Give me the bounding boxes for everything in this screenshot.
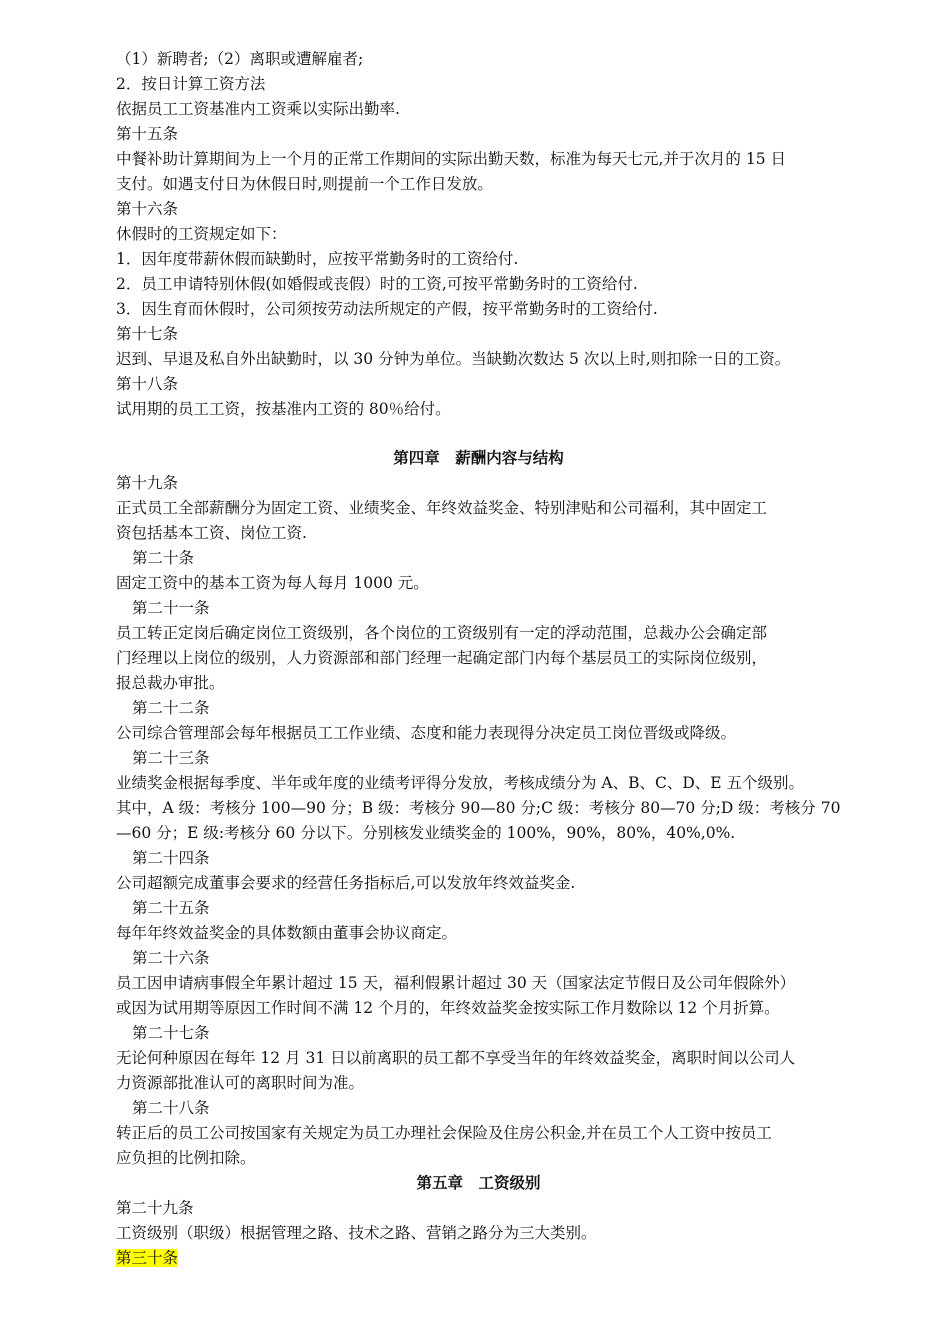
text-line: 迟到、早退及私自外出缺勤时，以 30 分钟为单位。当缺勤次数达 5 次以上时,则扣除一日的工资。	[116, 350, 791, 368]
article-title: 第二十三条	[132, 749, 210, 767]
text-line: 支付。如遇支付日为休假日时,则提前一个工作日发放。	[116, 175, 493, 193]
text-line: 每年年终效益奖金的具体数额由董事会协议商定。	[116, 924, 458, 942]
text-line: 员工转正定岗后确定岗位工资级别，各个岗位的工资级别有一定的浮动范围，总裁办公会确定部	[116, 624, 768, 642]
chapter-heading: 第五章 工资级别	[416, 1174, 541, 1192]
text-line: 或因为试用期等原因工作时间不满 12 个月的，年终效益奖金按实际工作月数除以 12 个月折算。	[116, 999, 780, 1017]
text-line: —60 分；E 级:考核分 60 分以下。分别核发业绩奖金的 100%，90%，80%，40%,0%.	[116, 824, 736, 842]
text-line: 资包括基本工资、岗位工资.	[116, 524, 307, 542]
list-item: 3．因生育而休假时，公司须按劳动法所规定的产假，按平常勤务时的工资给付.	[116, 300, 658, 318]
text-line: 中餐补助计算期间为上一个月的正常工作期间的实际出勤天数，标准为每天七元,并于次月的 15 日	[116, 150, 787, 168]
text-line: 无论何种原因在每年 12 月 31 日以前离职的员工都不享受当年的年终效益奖金，离职时间以公司人	[116, 1049, 796, 1067]
text-line: 其中，A 级：考核分 100—90 分；B 级：考核分 90—80 分;C 级：考核分 80—70 分;D 级：考核分 70	[116, 799, 841, 817]
text-line: 依据员工工资基准内工资乘以实际出勤率.	[116, 100, 400, 118]
blank-line	[116, 422, 841, 446]
text-line: 试用期的员工工资，按基准内工资的 80％给付。	[116, 400, 451, 418]
text-line: 门经理以上岗位的级别，人力资源部和部门经理一起确定部门内每个基层员工的实际岗位级别，	[116, 649, 768, 667]
article-title: 第十五条	[116, 125, 179, 143]
article-title: 第二十五条	[132, 899, 210, 917]
text-line: 转正后的员工公司按国家有关规定为员工办理社会保险及住房公积金,并在员工个人工资中按员工	[116, 1124, 772, 1142]
article-title: 第二十八条	[132, 1099, 210, 1117]
text-line: 业绩奖金根据每季度、半年或年度的业绩考评得分发放，考核成绩分为 A、B、C、D、E 五个级别。	[116, 774, 805, 792]
highlighted-article-title: 第三十条	[116, 1249, 179, 1267]
article-title: 第二十条	[132, 549, 195, 567]
text-line: 固定工资中的基本工资为每人每月 1000 元。	[116, 574, 429, 592]
article-title: 第二十九条	[116, 1199, 194, 1217]
text-line: 报总裁办审批。	[116, 674, 225, 692]
text-line: 力资源部批准认可的离职时间为准。	[116, 1074, 365, 1092]
article-title: 第二十七条	[132, 1024, 210, 1042]
text-line: 公司超额完成董事会要求的经营任务指标后,可以发放年终效益奖金.	[116, 874, 576, 892]
chapter-heading: 第四章 薪酬内容与结构	[393, 449, 564, 467]
article-title: 第十九条	[116, 474, 179, 492]
text-line: 应负担的比例扣除。	[116, 1149, 256, 1167]
list-item: 2．员工申请特别休假(如婚假或丧假）时的工资,可按平常勤务时的工资给付.	[116, 275, 638, 293]
article-title: 第十六条	[116, 200, 179, 218]
text-line: 休假时的工资规定如下：	[116, 225, 287, 243]
text-line: 工资级别（职级）根据管理之路、技术之路、营销之路分为三大类别。	[116, 1224, 597, 1242]
article-title: 第十七条	[116, 325, 179, 343]
highlighted-line	[116, 1246, 841, 1271]
document-body	[116, 47, 841, 1271]
list-item: 1．因年度带薪休假而缺勤时，应按平常勤务时的工资给付.	[116, 250, 519, 268]
list-item-title: 2．按日计算工资方法	[116, 75, 266, 93]
article-title: 第十八条	[116, 375, 179, 393]
article-title: 第二十一条	[132, 599, 210, 617]
text-line: 公司综合管理部会每年根据员工工作业绩、态度和能力表现得分决定员工岗位晋级或降级。	[116, 724, 737, 742]
article-title: 第二十六条	[132, 949, 210, 967]
article-title: 第二十四条	[132, 849, 210, 867]
article-title: 第二十二条	[132, 699, 210, 717]
text-line: 正式员工全部薪酬分为固定工资、业绩奖金、年终效益奖金、特别津贴和公司福利，其中固定工	[116, 499, 768, 517]
text-line: 员工因申请病事假全年累计超过 15 天，福利假累计超过 30 天（国家法定节假日及公司年假除外）	[116, 974, 796, 992]
text-line: （1）新聘者;（2）离职或遭解雇者;	[116, 50, 364, 68]
